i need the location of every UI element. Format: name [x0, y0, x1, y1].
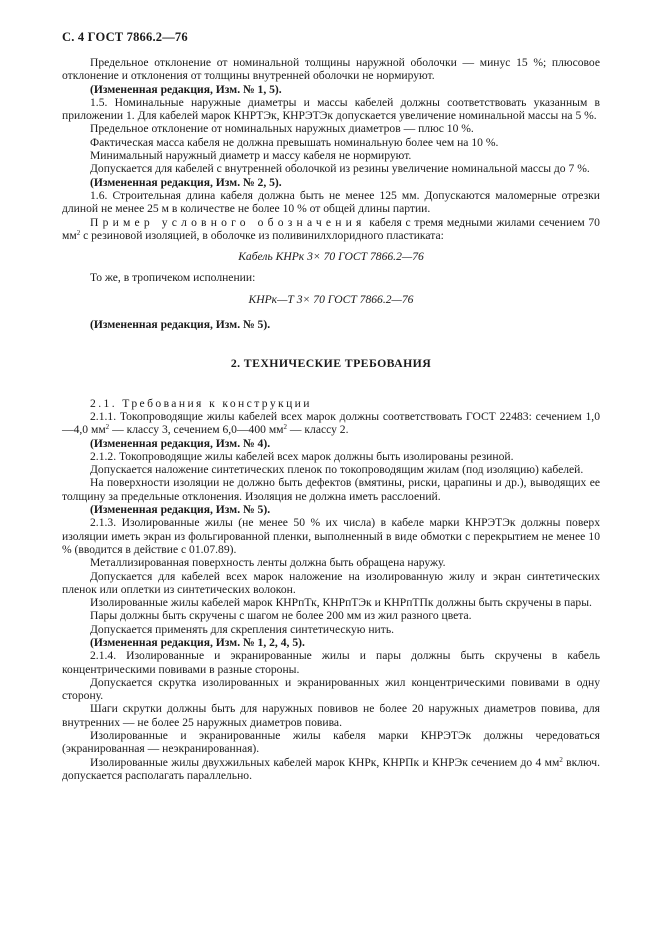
- paragraph: Металлизированная поверхность ленты должна быть обращена наружу.: [90, 556, 446, 570]
- revision-note: (Измененная редакция, Изм. № 5).: [90, 318, 271, 332]
- paragraph: 2.1.4. Изолированные и экранированные жилы и пары должны быть скручены в кабель концентрическими повивами в разные стороны.: [62, 649, 600, 676]
- revision-note: (Измененная редакция, Изм. № 2, 5).: [90, 175, 282, 189]
- section-heading: 2. ТЕХНИЧЕСКИЕ ТРЕБОВАНИЯ: [230, 356, 432, 371]
- document-body: [62, 56, 600, 782]
- paragraph: 1.6. Строительная длина кабеля должна быть не менее 125 мм. Допускаются маломерные отрезки длиной не менее 25 м в количестве не более 10 % от общей длины партии.: [62, 188, 600, 216]
- paragraph: Допускается скрутка изолированных и экранированных жил концентрическими повивами в одну сторону.: [62, 675, 600, 703]
- paragraph: Предельное отклонение от номинальных наружных диаметров — плюс 10 %.: [90, 122, 474, 136]
- revision-note: (Измененная редакция, Изм. № 5).: [90, 503, 271, 517]
- subsection-title: [62, 397, 600, 410]
- paragraph: Фактическая масса кабеля не должна превышать номинальную более чем на 10 %.: [90, 135, 499, 149]
- paragraph: Допускается для кабелей всех марок наложение на изолированную жилу и экран синтетических пленок или оплетки из синтетических волокон.: [62, 569, 600, 596]
- paragraph-text: включ. допускается располагать параллельно.: [62, 755, 600, 782]
- designation-formula: Кабель КНРк 3× 70 ГОСТ 7866.2—76: [238, 250, 424, 264]
- revision-note: (Измененная редакция, Изм. № 1, 5).: [90, 82, 282, 96]
- paragraph-text: кабеля с тремя медными жилами сечением 70 мм: [62, 215, 600, 242]
- superscript: 2: [105, 423, 110, 432]
- paragraph: [62, 216, 600, 243]
- page-header: С. 4 ГОСТ 7866.2—76: [62, 30, 188, 44]
- spaced-term: Пример условного обозначения: [90, 215, 366, 229]
- paragraph-text: — классу 3, сечением 6,0—400 мм: [109, 423, 284, 437]
- superscript: 2: [283, 423, 288, 432]
- revision-note: (Измененная редакция, Изм. № 1, 2, 4, 5).: [90, 635, 305, 649]
- paragraph: 1.5. Номинальные наружные диаметры и массы кабелей должны соответствовать указанным в приложении 1. Для кабелей марок КНРТЭк, КНРЭТЭк допускается увеличение номинальной массы на 5 %.: [62, 95, 600, 123]
- paragraph-text: 2.1.1. Токопроводящие жилы кабелей всех марок должны соответствовать ГОСТ 22483: сечением 1,0—4,0 мм: [62, 409, 600, 437]
- paragraph-text: — классу 2.: [287, 423, 349, 437]
- paragraph: Допускается наложение синтетических пленок по токопроводящим жилам (под изоляцию) кабелей.: [90, 463, 584, 477]
- paragraph: Предельное отклонение от номинальной толщины наружной оболочки — минус 15 %; плюсовое отклонение и отклонения от толщины внутренней оболочки не нормируют.: [62, 56, 600, 83]
- paragraph: Шаги скрутки должны быть для наружных повивов не более 20 наружных диаметров повива, для внутренних — не более 25 наружных диаметров повива.: [62, 702, 600, 729]
- paragraph-text: с резиновой изоляцией, в оболочке из поливинилхлоридного пластиката:: [80, 228, 444, 242]
- paragraph: Допускается применять для скрепления синтетическую нить.: [90, 622, 395, 636]
- paragraph: [62, 410, 600, 437]
- spaced-term: 2.1. Требования к конструкции: [90, 396, 312, 410]
- paragraph: На поверхности изоляции не должно быть дефектов (вмятины, риски, царапины и др.), выводящих ее толщину за предельные отклонения. Изоляция не должна иметь расслоений.: [62, 476, 600, 503]
- paragraph: Допускается для кабелей с внутренней оболочкой из резины увеличение номинальной массы до 7 %.: [90, 162, 590, 176]
- paragraph: [62, 756, 600, 783]
- revision-note: (Измененная редакция, Изм. № 4).: [90, 436, 271, 450]
- superscript: 2: [76, 228, 81, 237]
- superscript: 2: [559, 755, 563, 764]
- paragraph: Изолированные и экранированные жилы кабеля марки КНРЭТЭк должны чередоваться (экранированная — неэкранированная).: [62, 729, 600, 756]
- paragraph-text: Изолированные жилы двухжильных кабелей марок КНРк, КНРПк и КНРЭк сечением до 4 мм: [90, 755, 560, 769]
- designation-formula: КНРк—Т 3× 70 ГОСТ 7866.2—76: [248, 292, 414, 306]
- paragraph: 2.1.2. Токопроводящие жилы кабелей всех марок должны быть изолированы резиной.: [90, 449, 514, 463]
- paragraph: 2.1.3. Изолированные жилы (не менее 50 % их числа) в кабеле марки КНРЭТЭк должны поверх изоляции иметь экран из фольгированной пленки, выполненный в виде обмотки с перекрытием не менее 10 % (вводится в действие с 01.07.89).: [62, 516, 600, 556]
- paragraph: Минимальный наружный диаметр и массу кабеля не нормируют.: [90, 149, 412, 163]
- paragraph: Изолированные жилы кабелей марок КНРпТк, КНРпТЭк и КНРпТПк должны быть скручены в пары.: [90, 596, 592, 610]
- paragraph: Пары должны быть скручены с шагом не более 200 мм из жил разного цвета.: [90, 609, 472, 623]
- paragraph: То же, в тропичеком исполнении:: [90, 271, 256, 285]
